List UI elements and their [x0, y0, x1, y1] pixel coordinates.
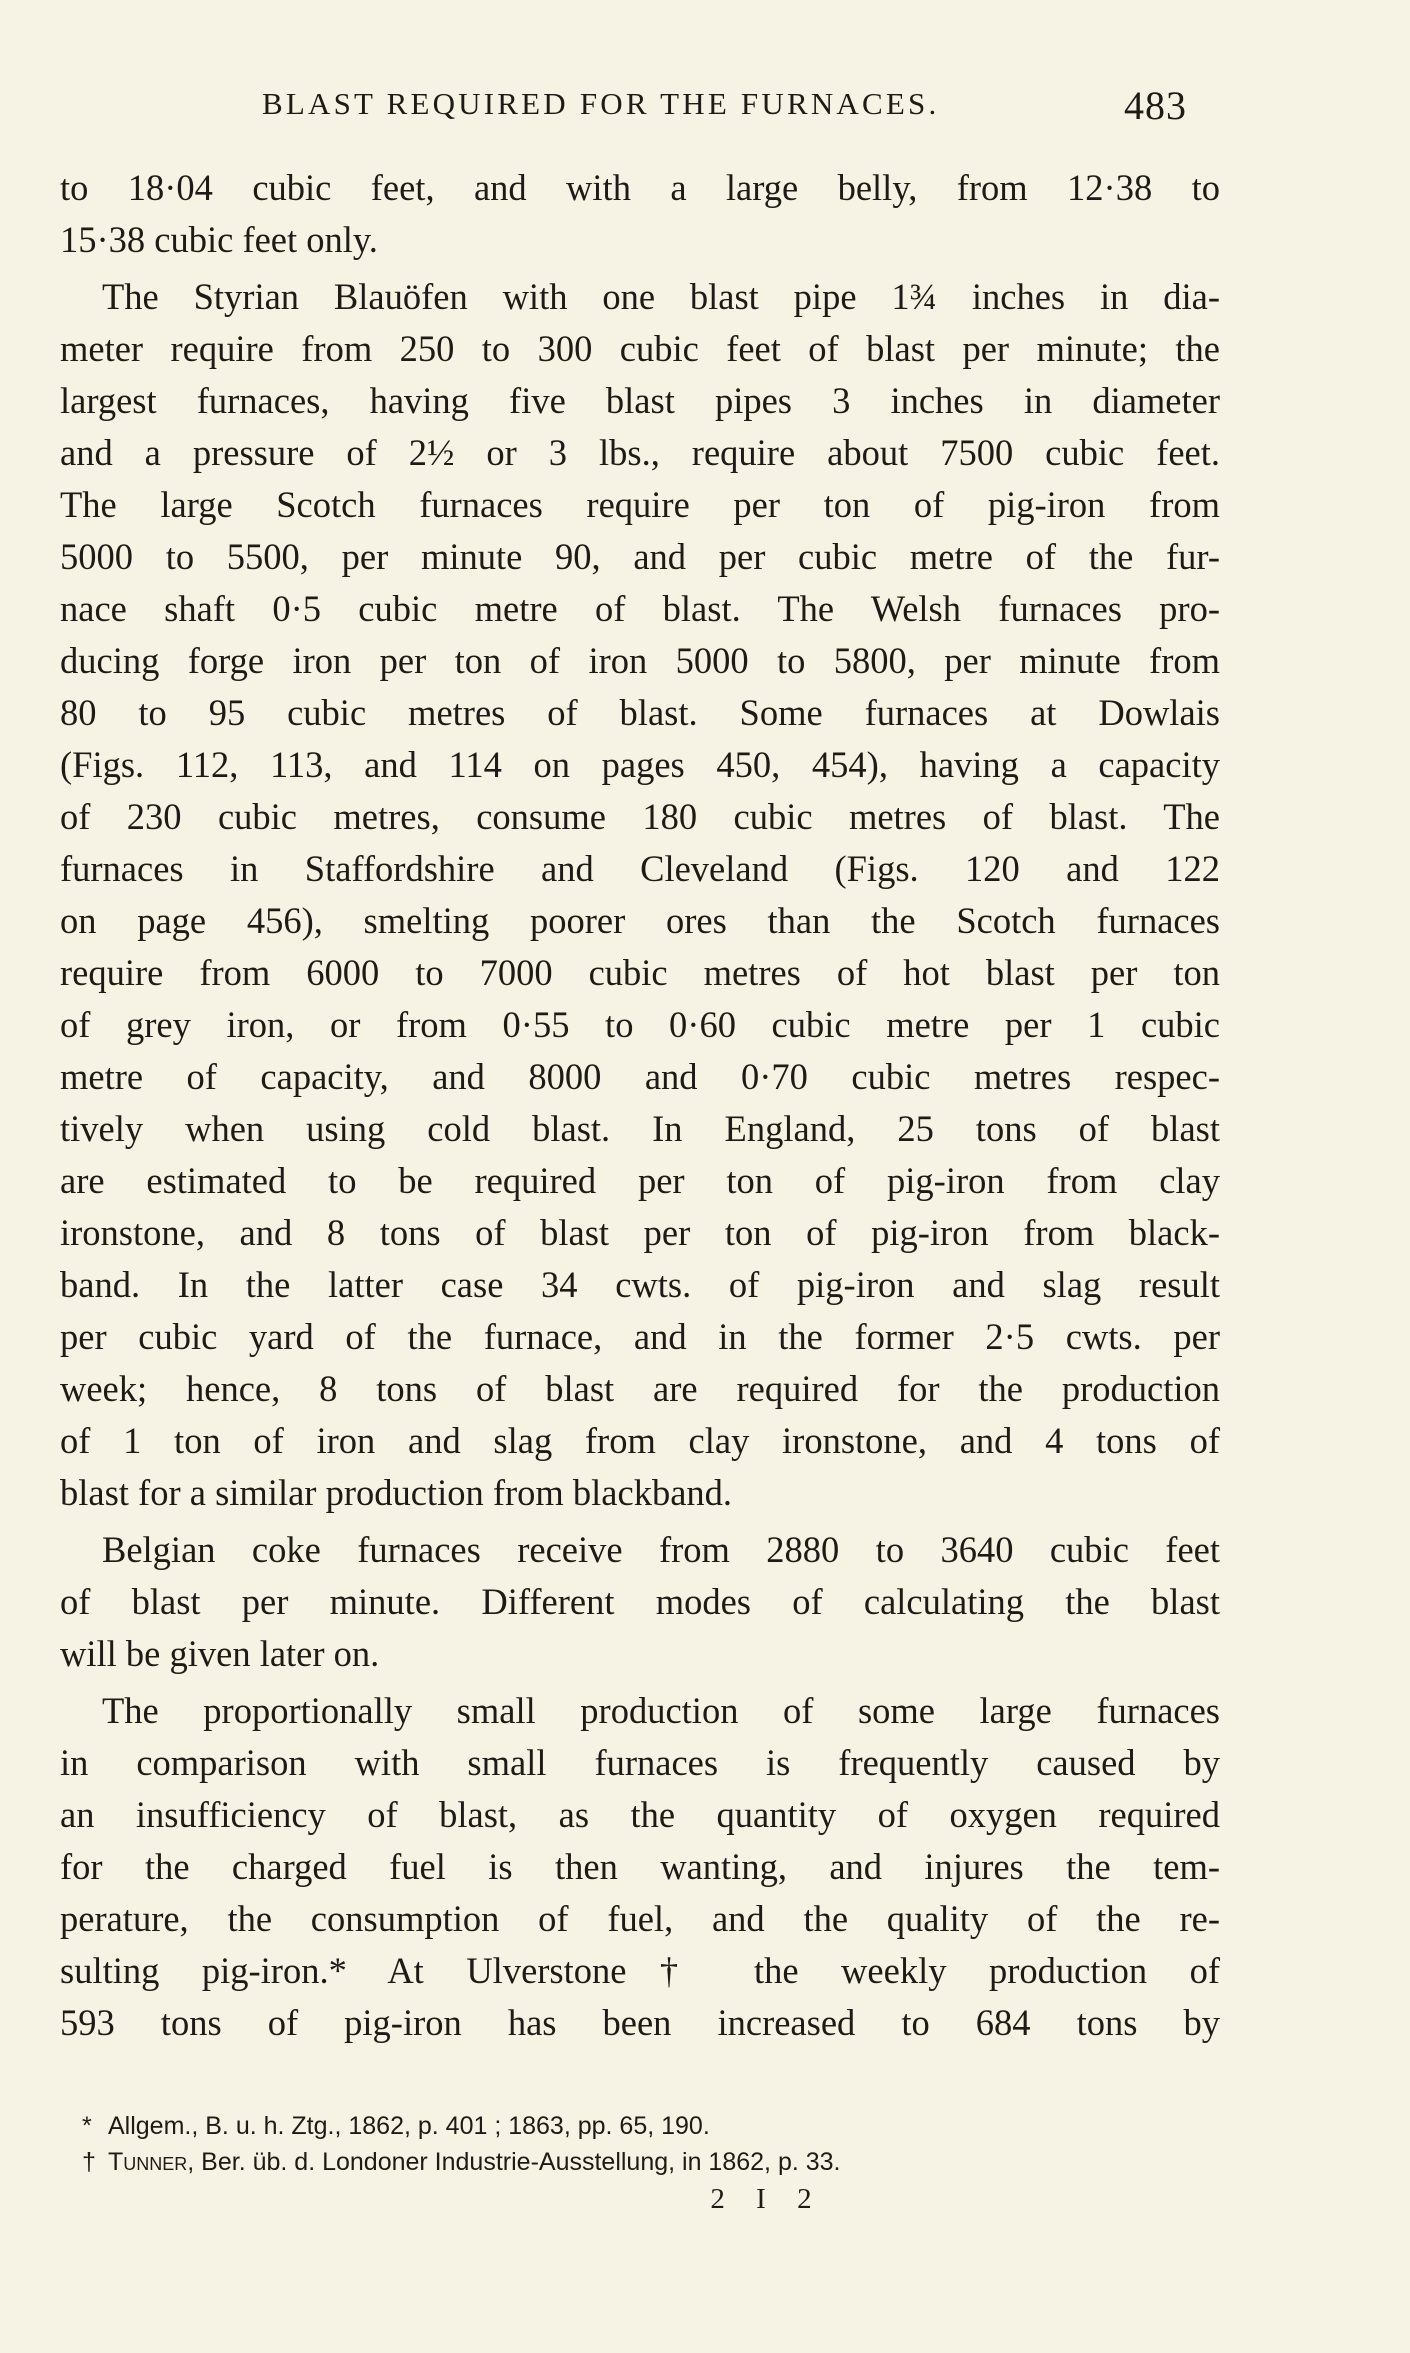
footnotes: [82, 2108, 1222, 2180]
text-line: metre of capacity, and 8000 and 0·70 cubic metres respec-: [60, 1056, 1220, 1097]
running-title: BLAST REQUIRED FOR THE FURNACES.: [262, 86, 940, 121]
text-line: week; hence, 8 tons of blast are required for the production: [60, 1368, 1220, 1409]
text-line: require from 6000 to 7000 cubic metres of hot blast per ton: [60, 952, 1220, 993]
text-line: perature, the consumption of fuel, and the quality of the re-: [60, 1898, 1220, 1939]
text-line: for the charged fuel is then wanting, and injures the tem-: [60, 1846, 1220, 1887]
footnote-text: Allgem., B. u. h. Ztg., 1862, p. 401 ; 1863, pp. 65, 190.: [108, 2112, 710, 2140]
text-line: Belgian coke furnaces receive from 2880 to 3640 cubic feet: [102, 1529, 1220, 1570]
text-line: 5000 to 5500, per minute 90, and per cubic metre of the fur-: [60, 536, 1220, 577]
body-text: [60, 162, 1220, 2049]
footnote-text: , Ber. üb. d. Londoner Industrie-Ausstellung, in 1862, p. 33.: [187, 2148, 841, 2176]
text-line: (Figs. 112, 113, and 114 on pages 450, 454), having a capacity: [60, 744, 1220, 785]
text-line: of 230 cubic metres, consume 180 cubic metres of blast. The: [60, 796, 1220, 837]
text-line: meter require from 250 to 300 cubic feet of blast per minute; the: [60, 328, 1220, 369]
text-line: per cubic yard of the furnace, and in the former 2·5 cwts. per: [60, 1316, 1220, 1357]
text-line: in comparison with small furnaces is frequently caused by: [60, 1742, 1220, 1783]
text-line: and a pressure of 2½ or 3 lbs., require about 7500 cubic feet.: [60, 432, 1220, 473]
footnote-author: Tunner: [108, 2148, 188, 2176]
text-line: The proportionally small production of some large furnaces: [102, 1690, 1220, 1731]
running-head: [0, 76, 1410, 136]
text-line: to 18·04 cubic feet, and with a large belly, from 12·38 to: [60, 167, 1220, 208]
text-line: blast for a similar production from blackband.: [60, 1472, 733, 1513]
text-line: band. In the latter case 34 cwts. of pig-iron and slag result: [60, 1264, 1220, 1305]
text-line: The Styrian Blauöfen with one blast pipe 1¾ inches in dia-: [102, 276, 1220, 317]
text-line: nace shaft 0·5 cubic metre of blast. The Welsh furnaces pro-: [60, 588, 1220, 629]
paragraph: [60, 271, 1220, 1519]
printer-signature: 2 I 2: [710, 2183, 824, 2215]
text-line: 593 tons of pig-iron has been increased to 684 tons by: [60, 2002, 1220, 2043]
paragraph: [60, 1524, 1220, 1680]
text-line: of 1 ton of iron and slag from clay ironstone, and 4 tons of: [60, 1420, 1220, 1461]
page-number: 483: [1124, 83, 1187, 128]
footnote: [82, 2144, 1222, 2180]
text-line: ducing forge iron per ton of iron 5000 to 5800, per minute from: [60, 640, 1220, 681]
text-line: tively when using cold blast. In England, 25 tons of blast: [60, 1108, 1220, 1149]
text-line: are estimated to be required per ton of pig-iron from clay: [60, 1160, 1220, 1201]
text-line: sulting pig-iron.* At Ulverstone† the weekly production of: [60, 1950, 1220, 1991]
text-line: largest furnaces, having five blast pipes 3 inches in diameter: [60, 380, 1220, 421]
text-line: will be given later on.: [60, 1633, 380, 1674]
text-line: an insufficiency of blast, as the quantity of oxygen required: [60, 1794, 1220, 1835]
text-line: of grey iron, or from 0·55 to 0·60 cubic metre per 1 cubic: [60, 1004, 1220, 1045]
footnote: [82, 2108, 1222, 2144]
footnote-mark: *: [82, 2112, 92, 2140]
paragraph: [60, 1685, 1220, 2049]
text-line: The large Scotch furnaces require per ton of pig-iron from: [60, 484, 1220, 525]
text-line: furnaces in Staffordshire and Cleveland (Figs. 120 and 122: [60, 848, 1220, 889]
paragraph: [60, 162, 1220, 266]
text-line: ironstone, and 8 tons of blast per ton of pig-iron from black-: [60, 1212, 1220, 1253]
text-line: of blast per minute. Different modes of calculating the blast: [60, 1581, 1220, 1622]
text-line: on page 456), smelting poorer ores than the Scotch furnaces: [60, 900, 1220, 941]
text-line: 80 to 95 cubic metres of blast. Some furnaces at Dowlais: [60, 692, 1220, 733]
text-line: 15·38 cubic feet only.: [60, 219, 378, 260]
footnote-mark: †: [82, 2148, 96, 2176]
